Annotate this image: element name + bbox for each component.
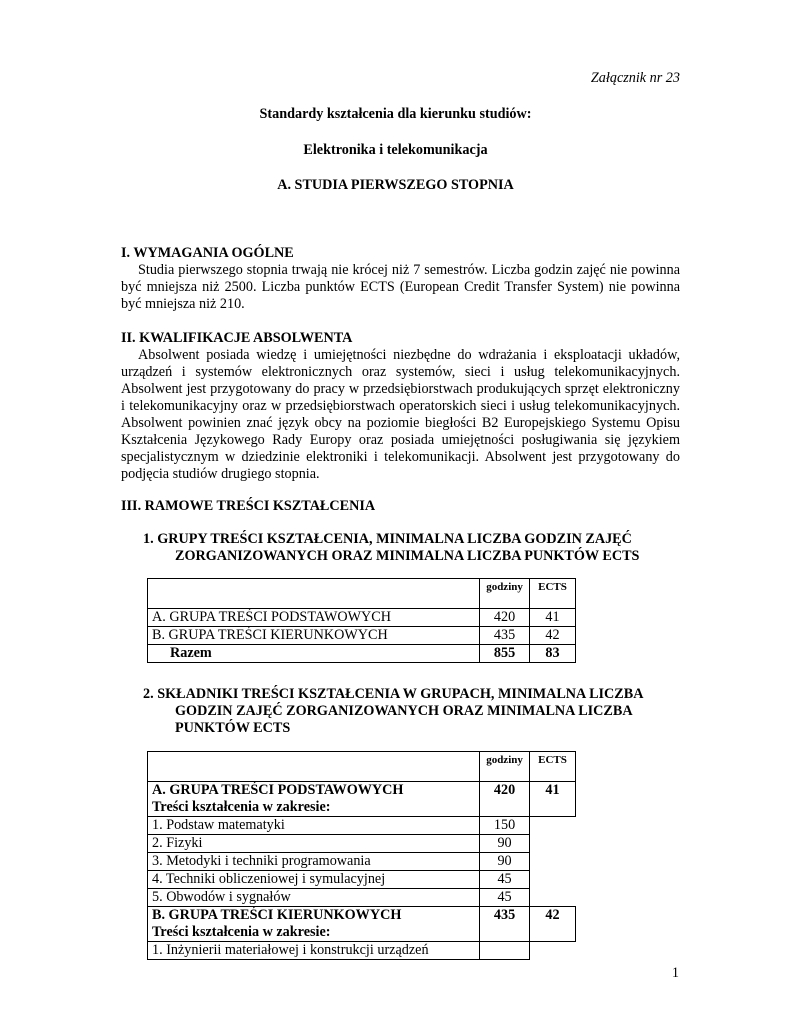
subsection-line: 2. SKŁADNIKI TREŚCI KSZTAŁCENIA W GRUPACH, MINIMALNA LICZBA [143, 686, 644, 702]
subsection-line: PUNKTÓW ECTS [175, 720, 291, 736]
empty-cell [530, 942, 576, 960]
item-hours: 90 [480, 835, 530, 853]
empty-cell [530, 871, 576, 889]
section-text: Studia pierwszego stopnia trwają nie krócej niż 7 semestrów. Liczba godzin zajęć nie powinna być mniejsza niż 2500. Liczba punktów ECTS (European Credit Transfer System) nie powinna być mniejsza niż 210. [121, 262, 680, 312]
item-label: 5. Obwodów i sygnałów [148, 889, 480, 907]
section-heading: II. KWALIFIKACJE ABSOLWENTA [121, 330, 353, 346]
group-label: B. GRUPA TREŚCI KIERUNKOWYCH [148, 627, 480, 645]
item-hours: 45 [480, 889, 530, 907]
subsection-line: GODZIN ZAJĘĆ ZORGANIZOWANYCH ORAZ MINIMALNA LICZBA [175, 703, 633, 719]
table-header-empty [148, 752, 480, 782]
item-hours [480, 942, 530, 960]
group-row [148, 907, 576, 942]
empty-cell [530, 835, 576, 853]
subsection-line: 1. GRUPY TREŚCI KSZTAŁCENIA, MINIMALNA LICZBA GODZIN ZAJĘĆ [143, 531, 632, 547]
table-header-row [148, 752, 576, 782]
section-heading: I. WYMAGANIA OGÓLNE [121, 245, 294, 261]
subsection-1-heading [143, 531, 683, 565]
group-hours: 420 [480, 609, 530, 627]
group-sublabel: Treści kształcenia w zakresie: [152, 799, 331, 815]
item-label: 1. Inżynierii materiałowej i konstrukcji urządzeń [148, 942, 480, 960]
group-label: A. GRUPA TREŚCI PODSTAWOWYCH [152, 782, 404, 798]
subsection-2-heading [143, 686, 683, 737]
annex-label: Załącznik nr 23 [590, 70, 680, 86]
group-cell [148, 907, 480, 942]
total-row [148, 645, 576, 663]
group-components-table [147, 751, 576, 960]
table-row [148, 609, 576, 627]
item-hours: 90 [480, 853, 530, 871]
total-label: Razem [148, 645, 480, 663]
group-ects: 41 [530, 609, 576, 627]
document-title: Standardy kształcenia dla kierunku studiów: [259, 106, 532, 122]
empty-cell [530, 817, 576, 835]
item-label: 3. Metodyki i techniki programowania [148, 853, 480, 871]
table-row [148, 853, 576, 871]
item-label: 4. Techniki obliczeniowej i symulacyjnej [148, 871, 480, 889]
group-label: A. GRUPA TREŚCI PODSTAWOWYCH [148, 609, 480, 627]
study-level: A. STUDIA PIERWSZEGO STOPNIA [277, 177, 514, 193]
group-row [148, 782, 576, 817]
table-header-empty [148, 579, 480, 609]
column-header-ects: ECTS [530, 752, 576, 782]
group-ects: 42 [530, 907, 576, 942]
section-heading: III. RAMOWE TREŚCI KSZTAŁCENIA [121, 498, 376, 514]
section-text: Absolwent posiada wiedzę i umiejętności niezbędne do wdrażania i eksploatacji układów, urządzeń i systemów elektronicznych oraz systemów, sieci i usług telekomunikacyjnych. Absolwent jest przygotowany do pracy w przedsiębiorstwach produkujących sprzęt elektroniczny i telekomunikacyjny oraz w przedsiębiorstwach operatorskich sieci i usług telekomunikacyjnych. Absolwent powinien znać język obcy na poziomie biegłości B2 Europejskiego Systemu Opisu Kształcenia Językowego Rady Europy oraz posiada umiejętności posługiwania się językiem specjalistycznym w dziedzinie elektroniki i telekomunikacji. Absolwent jest przygotowany do podjęcia studiów drugiego stopnia. [121, 347, 680, 482]
total-hours: 855 [480, 645, 530, 663]
column-header-hours: godziny [480, 752, 530, 782]
table-row [148, 817, 576, 835]
item-label: 1. Podstaw matematyki [148, 817, 480, 835]
group-ects: 42 [530, 627, 576, 645]
group-hours: 435 [480, 627, 530, 645]
group-cell [148, 782, 480, 817]
table-row [148, 889, 576, 907]
group-label: B. GRUPA TREŚCI KIERUNKOWYCH [152, 907, 402, 923]
table-row [148, 627, 576, 645]
empty-cell [530, 853, 576, 871]
item-hours: 150 [480, 817, 530, 835]
column-header-hours: godziny [480, 579, 530, 609]
group-ects: 41 [530, 782, 576, 817]
item-label: 2. Fizyki [148, 835, 480, 853]
field-of-study: Elektronika i telekomunikacja [303, 142, 488, 158]
group-sublabel: Treści kształcenia w zakresie: [152, 924, 331, 940]
table-row [148, 942, 576, 960]
section-general-requirements [121, 245, 680, 313]
group-hours: 435 [480, 907, 530, 942]
item-hours: 45 [480, 871, 530, 889]
section-framework-content [121, 498, 680, 515]
section-graduate-qualifications [121, 330, 680, 483]
groups-summary-table [147, 578, 576, 663]
table-header-row [148, 579, 576, 609]
total-ects: 83 [530, 645, 576, 663]
empty-cell [530, 889, 576, 907]
column-header-ects: ECTS [530, 579, 576, 609]
group-hours: 420 [480, 782, 530, 817]
table-row [148, 871, 576, 889]
subsection-line: ZORGANIZOWANYCH ORAZ MINIMALNA LICZBA PUNKTÓW ECTS [175, 548, 640, 564]
page-number: 1 [671, 965, 679, 981]
table-row [148, 835, 576, 853]
